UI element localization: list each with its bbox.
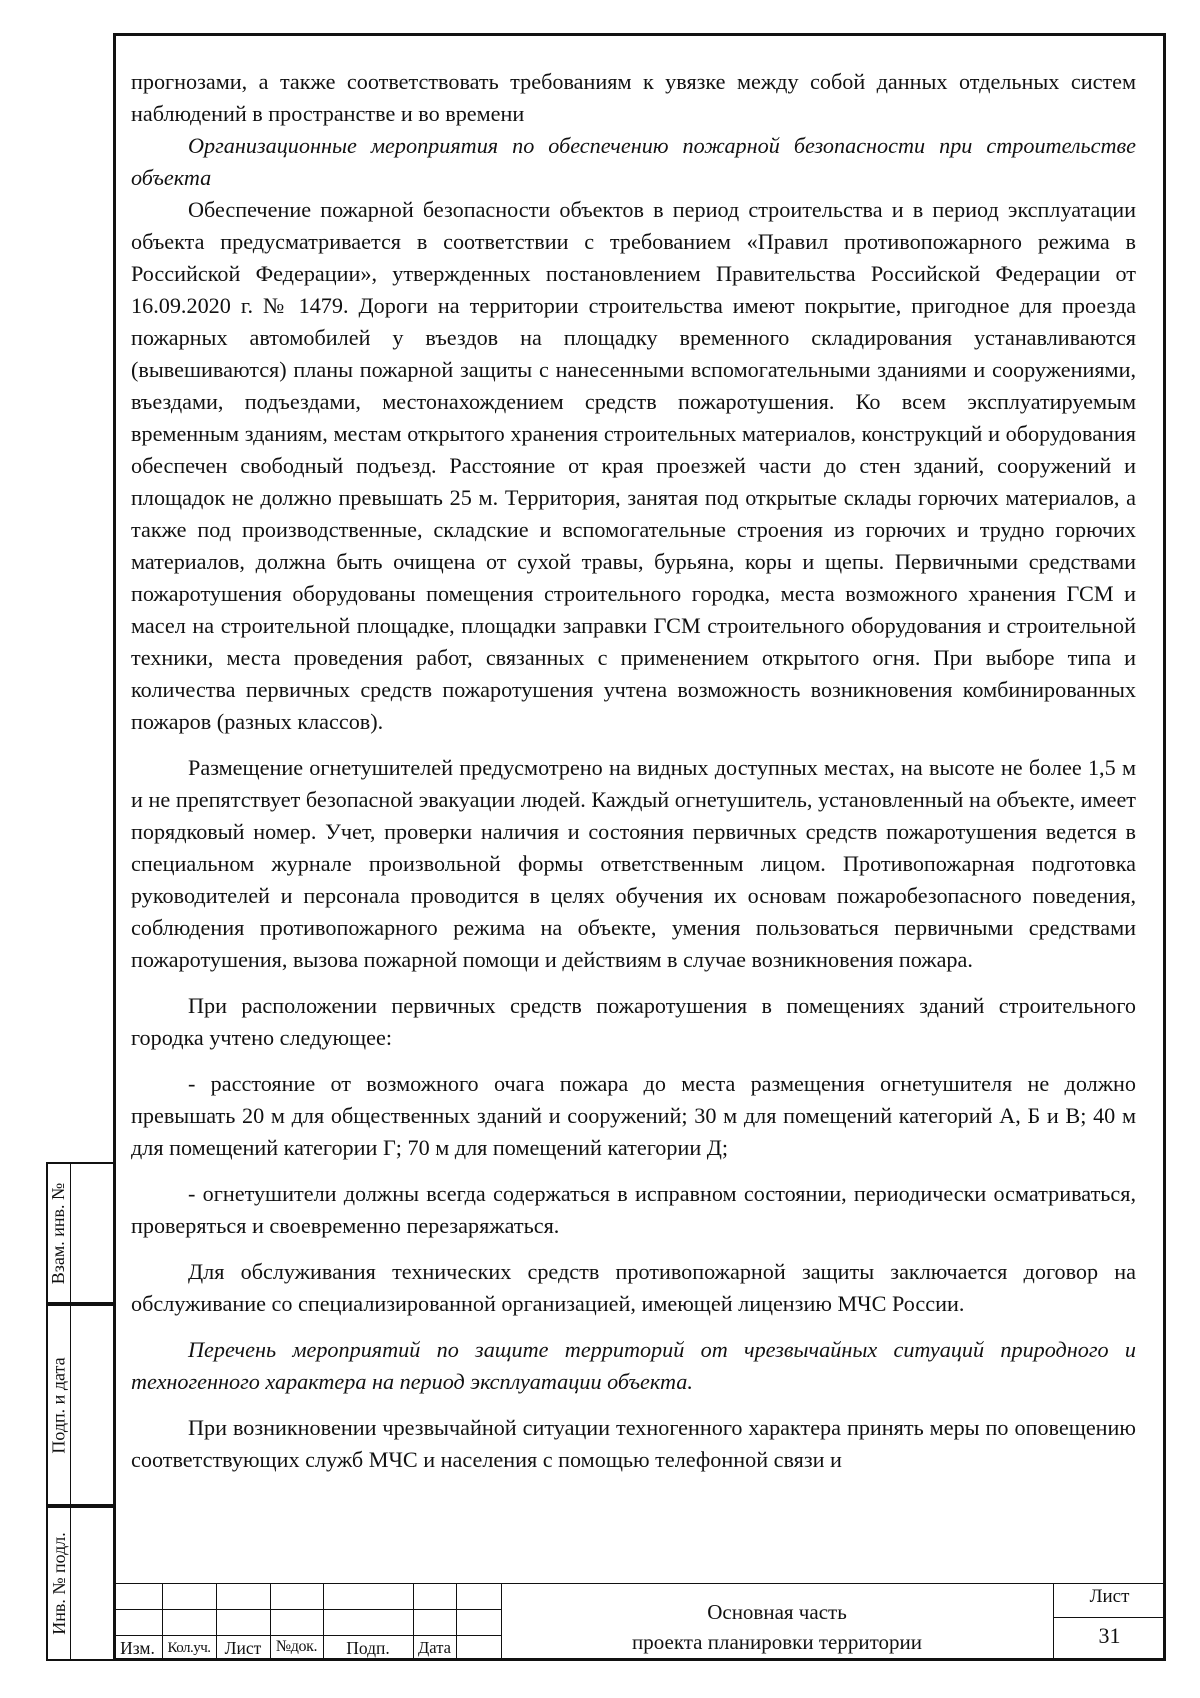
col-ndok: №док. [275, 1638, 318, 1655]
paragraph-extinguisher-placement: Размещение огнетушителей предусмотрено на видных доступных местах, на высоте не более 1,5 м и не препятствует безопасной эвакуации людей. Каждый огнетушитель, установленный на объекте, имеет порядковый номер. Учет, проверки наличия и состояния первичных средств пожаротушения ведется в специальном журнале произвольной формы ответственным лицом. Противопожарная подготовка руководителей и персонала проводится в целях обучения их основам пожаробезопасного поведения, соблюдения противопожарного режима на объекте, умения пользоваться первичными средствами пожаротушения, вызова пожарной помощи и действиям в случае возникновения пожара. [131, 755, 1136, 972]
document-title-line2: проекта планировки территории [632, 1630, 922, 1654]
side-stamp-inv-podl: Инв. № подл. [46, 1506, 113, 1661]
col-koluch: Кол.уч. [167, 1640, 211, 1656]
paragraph-fire-safety-provision: Обеспечение пожарной безопасности объектов в период строительства и в период эксплуатации объекта предусматривается в соответствии с требованием «Правил противопожарного режима в Российской Федерации», утвержденных постановлением Правительства Российской Федерации от 16.09.2020 г. № 1479. Дороги на территории строительства имеют покрытие, пригодное для проезда пожарных автомобилей у въездов на площадку временного складирования устанавливаются (вывешиваются) планы пожарной защиты с нанесенными вспомогательными зданиями и сооружениями, въездами, подъездами, местонахождением средств пожаротушения. Ко всем эксплуатируемым временным зданиям, местам открытого хранения строительных материалов, конструкций и оборудования обеспечен свободный подъезд. Расстояние от края проезжей части до стен зданий, сооружений и площадок не должно превышать 25 м. Территория, занятая под открытые склады горючих материалов, а также под производственные, складские и вспомогательные строения из горючих и трудно горючих материалов, должна быть очищена от сухой травы, бурьяна, коры и щепы. Первичными средствами пожаротушения оборудованы помещения строительного городка, места возможного хранения ГСМ и масел на строительной площадке, площадки заправки ГСМ строительного оборудования и строительной техники, места проведения работ, связанных с применением открытого огня. При выборе типа и количества первичных средств пожаротушения учтена возможность возникновения комбинированных пожаров (разных классов). [131, 197, 1136, 734]
page-body [131, 66, 1136, 1476]
list-item-distance: - расстояние от возможного очага пожара до места размещения огнетушителя не должно превышать 20 м для общественных зданий и сооружений; 30 м для помещений категорий А, Б и В; 40 м для помещений категории Г; 70 м для помещений категории Д; [131, 1071, 1136, 1160]
side-stamp-vzam-inv: Взам. инв. № [46, 1162, 113, 1304]
list-item-maintenance: - огнетушители должны всегда содержаться в исправном состоянии, периодически осматриваться, проверяться и своевременно перезаряжаться. [131, 1181, 1136, 1238]
sheet-number: 31 [1098, 1623, 1121, 1648]
section-heading-emergency-measures: Перечень мероприятий по защите территорий от чрезвычайных ситуаций природного и техногенного характера на период эксплуатации объекта. [131, 1337, 1136, 1394]
document-title-line1: Основная часть [707, 1600, 847, 1624]
section-heading-fire-safety: Организационные мероприятия по обеспечению пожарной безопасности при строительстве объекта [131, 133, 1136, 190]
paragraph-service-contract: Для обслуживания технических средств противопожарной защиты заключается договор на обслуживание со специализированной организацией, имеющей лицензию МЧС России. [131, 1259, 1136, 1316]
paragraph-primary-means-location: При расположении первичных средств пожаротушения в помещениях зданий строительного городка учтено следующее: [131, 993, 1136, 1050]
col-data: Дата [418, 1638, 451, 1657]
col-list: Лист [224, 1638, 262, 1658]
side-stamp-podp-data: Подп. и дата [46, 1304, 113, 1506]
paragraph-continuation: прогнозами, а также соответствовать требованиям к увязке между собой данных отдельных систем наблюдений в пространстве и во времени [131, 69, 1136, 126]
col-podp: Подп. [346, 1638, 390, 1658]
col-izm: Изм. [120, 1638, 155, 1658]
document-title [501, 1597, 1053, 1657]
sheet-label: Лист [1089, 1586, 1130, 1607]
title-block [113, 1583, 1166, 1661]
paragraph-emergency-response: При возникновении чрезвычайной ситуации техногенного характера принять меры по оповещению соответствующих служб МЧС и населения с помощью телефонной связи и [131, 1415, 1136, 1472]
